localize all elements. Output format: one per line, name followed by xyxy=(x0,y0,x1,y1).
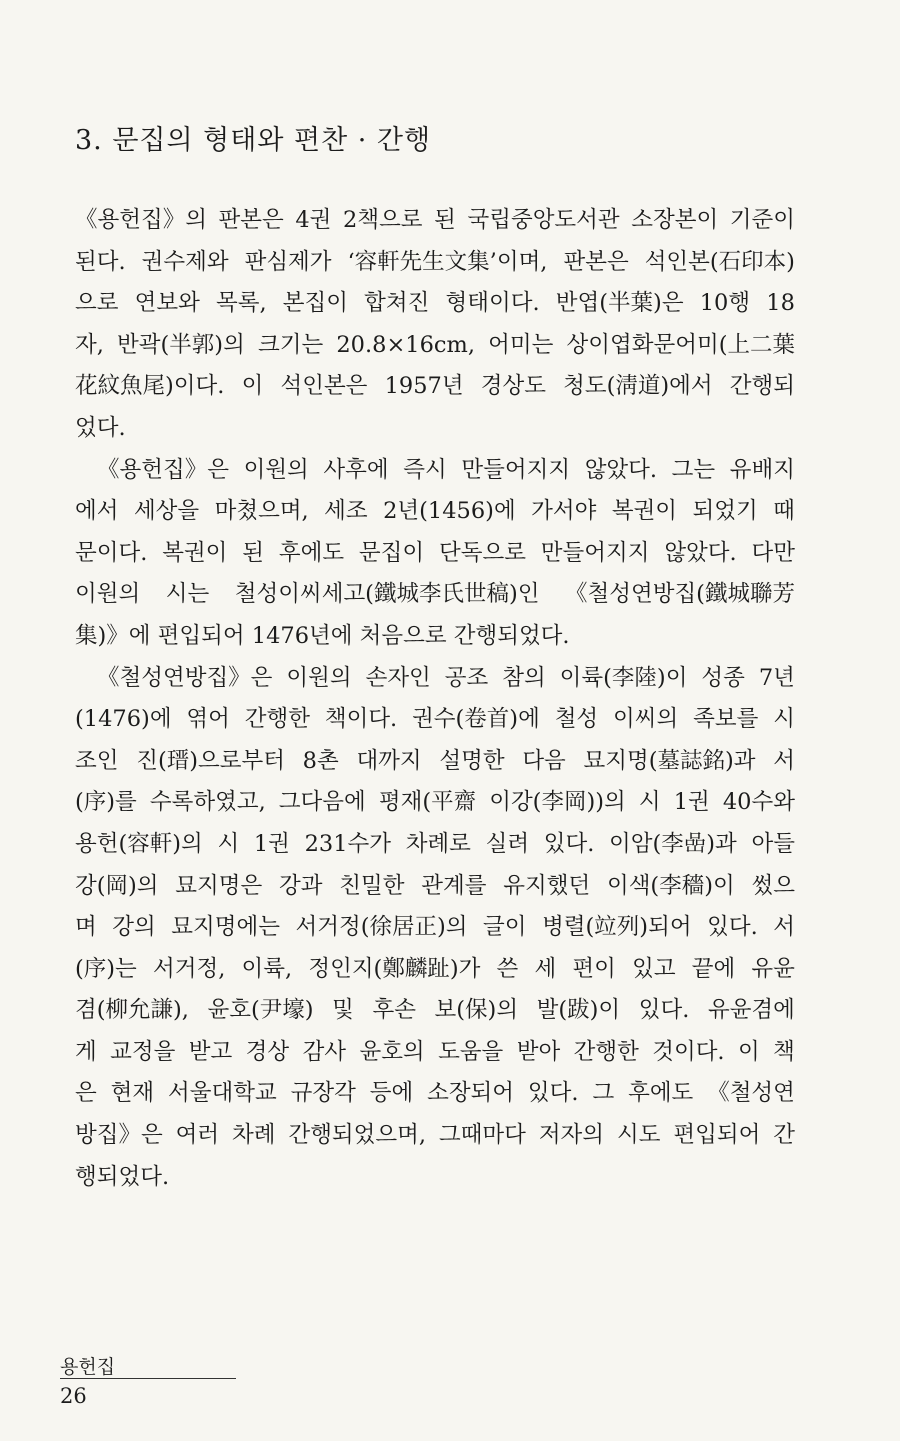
text-word: 참의 xyxy=(502,664,546,691)
text-word: 서 xyxy=(773,747,795,774)
text-word: 강(岡)의 xyxy=(75,872,159,899)
text-word: 판본은 xyxy=(563,248,629,275)
text-word: 花紋魚尾)이다. xyxy=(75,373,225,400)
text-word: 즉시 xyxy=(403,456,447,483)
text-word: 않았다. xyxy=(664,539,737,566)
text-word: (序)를 xyxy=(75,789,137,816)
text-word: 반곽(半郭)의 xyxy=(117,331,245,358)
text-word: ‘容軒先生文集’이며, xyxy=(347,248,548,275)
footer-rule xyxy=(60,1378,236,1379)
text-word: 묘지명은 xyxy=(175,872,263,899)
text-word: 은 xyxy=(75,1080,97,1107)
text-word: 후에도 xyxy=(628,1080,694,1107)
text-word: 있다. xyxy=(638,997,690,1024)
text-word: 《용헌집》의 xyxy=(75,207,207,233)
text-word: 본집이 xyxy=(282,290,349,317)
text-word: 있다. xyxy=(707,914,758,941)
text-word: 아들 xyxy=(751,830,795,857)
text-line xyxy=(75,366,795,408)
text-line xyxy=(75,242,795,284)
text-line xyxy=(75,533,795,575)
text-word: 수록하였고, xyxy=(149,789,266,816)
text-word: 간 xyxy=(773,1122,795,1149)
text-word: 7년 xyxy=(758,664,795,691)
text-word: 2책으로 xyxy=(343,207,423,233)
text-word: 진(瑨)으로부터 xyxy=(136,747,285,774)
text-word: 편입되어 xyxy=(673,1122,761,1149)
text-word: 않았다. xyxy=(584,456,658,483)
text-word: 철성이씨세고(鐵城李氏世稿)인 xyxy=(234,581,540,608)
text-line xyxy=(75,949,795,991)
text-word: 20.8×16cm, xyxy=(336,331,476,358)
text-word: 이 xyxy=(737,1038,760,1065)
text-word: 여러 xyxy=(175,1122,220,1149)
text-word: 국립중앙도서관 xyxy=(467,207,620,233)
text-line xyxy=(75,283,795,325)
text-word: 교정을 xyxy=(110,1038,176,1065)
text-word: 시 xyxy=(217,830,240,857)
text-word: 상이엽화문어미(上二葉 xyxy=(566,331,795,358)
text-word: 소장본이 xyxy=(631,207,719,233)
section-heading: 3. 문집의 형태와 편찬 · 간행 xyxy=(75,125,432,156)
text-word: 2년(1456)에 xyxy=(383,498,516,525)
body-text xyxy=(75,200,795,1198)
text-word: 기준이 xyxy=(729,207,795,233)
text-word: 이륙, xyxy=(241,955,293,982)
text-word: 자, xyxy=(75,331,104,358)
text-line xyxy=(75,699,795,741)
text-word: 석인본은 xyxy=(280,373,368,400)
text-word: 유윤겸에 xyxy=(707,997,795,1024)
text-line xyxy=(75,1032,795,1074)
text-word: 윤호의 xyxy=(359,1038,425,1065)
text-word: 231수가 xyxy=(304,830,392,857)
text-word: 《철성연 xyxy=(707,1080,795,1107)
text-word: 현재 xyxy=(110,1080,155,1107)
text-word: 이원의 xyxy=(286,664,352,691)
text-word: 있고 xyxy=(632,955,676,982)
text-word: 된 xyxy=(242,539,265,566)
text-word: 도움을 xyxy=(438,1038,504,1065)
text-word: 《철성연방집(鐵城聯芳 xyxy=(565,581,795,608)
text-word: 크기는 xyxy=(257,331,324,358)
text-word: 때 xyxy=(773,498,795,525)
text-word: 간행되 xyxy=(729,373,795,400)
text-word: 10행 xyxy=(699,290,751,317)
text-word: 세조 xyxy=(324,498,368,525)
text-word: 대까지 xyxy=(356,747,422,774)
text-word: 석인본(石印本) xyxy=(644,248,795,275)
text-line xyxy=(75,866,795,908)
text-word: 조인 xyxy=(75,747,119,774)
text-word: 묘지명(墓誌銘)과 xyxy=(583,747,756,774)
running-footer-title: 용헌집 xyxy=(60,1356,116,1378)
text-word: 저자의 xyxy=(538,1122,605,1149)
text-word: 목록, xyxy=(216,290,267,317)
text-word: 겸(柳允謙), xyxy=(75,997,189,1024)
text-line xyxy=(75,741,795,783)
text-word: 시 xyxy=(638,789,661,816)
text-word: 이륙(李陸)이 xyxy=(559,664,688,691)
text-word: 18 xyxy=(766,290,795,317)
text-word: 책이다. xyxy=(324,706,398,733)
text-word: 등에 xyxy=(369,1080,414,1107)
text-word: 소장되어 xyxy=(427,1080,515,1107)
text-word: 그 xyxy=(592,1080,615,1107)
text-word: 간행한 xyxy=(573,1038,639,1065)
text-word: 시 xyxy=(773,706,795,733)
text-word: 간행한 xyxy=(244,706,310,733)
text-line: 集)》에 편입되어 1476년에 처음으로 간행되었다. xyxy=(75,622,570,649)
text-word: 반엽(半葉)은 xyxy=(555,290,684,317)
text-word: 된 xyxy=(434,207,456,233)
text-word: 경상도 xyxy=(480,373,546,400)
text-word: 이 xyxy=(241,373,264,400)
text-word: 되었기 xyxy=(692,498,758,525)
text-word: 1권 xyxy=(673,789,710,816)
text-word: 차례 xyxy=(232,1122,276,1149)
text-word: 정인지(鄭麟趾)가 xyxy=(308,955,481,982)
text-word: 만들어지지 xyxy=(540,539,650,566)
text-word: 경상 xyxy=(245,1038,290,1065)
text-word: (1476)에 xyxy=(75,706,172,733)
text-line xyxy=(75,491,795,533)
text-word: 손자인 xyxy=(365,664,431,691)
text-word: 유지했던 xyxy=(503,872,591,899)
text-word: 청도(淸道)에서 xyxy=(563,373,713,400)
text-word: 가서야 xyxy=(531,498,597,525)
text-word: 규장각 xyxy=(290,1080,356,1107)
text-word: 받아 xyxy=(516,1038,561,1065)
text-word: 에서 xyxy=(75,498,119,525)
text-word: 강의 xyxy=(112,914,156,941)
text-word: 사후에 xyxy=(323,456,389,483)
text-word: 발(跋)이 xyxy=(536,997,621,1024)
text-line xyxy=(75,782,795,824)
text-word: 다음 xyxy=(522,747,566,774)
text-word: 문이다. xyxy=(75,539,148,566)
text-word: 있다. xyxy=(543,830,595,857)
text-word: 4권 xyxy=(295,207,332,233)
text-word: 유윤 xyxy=(751,955,795,982)
text-word: 공조 xyxy=(444,664,489,691)
text-word: 시는 xyxy=(165,581,210,608)
text-word: 다만 xyxy=(751,539,795,566)
text-word: 1957년 xyxy=(384,373,464,400)
text-word: 서거정(徐居正)의 xyxy=(295,914,468,941)
text-word: 형태이다. xyxy=(445,290,540,317)
text-word: 강과 xyxy=(279,872,323,899)
text-line: 었다. xyxy=(75,414,126,441)
text-word: 설명한 xyxy=(439,747,505,774)
text-word: (序)는 xyxy=(75,955,137,982)
text-word: 묘지명에는 xyxy=(171,914,280,941)
text-word: 권수(卷首)에 xyxy=(412,706,540,733)
text-word: 으로 xyxy=(75,290,119,317)
text-word: 유배지 xyxy=(729,456,795,483)
text-word: 어미는 xyxy=(488,331,554,358)
text-word: 이강(李岡))의 xyxy=(489,789,626,816)
text-word: 관계를 xyxy=(421,872,487,899)
text-word: 용헌(容軒)의 xyxy=(75,830,203,857)
text-word: 시도 xyxy=(616,1122,661,1149)
text-line xyxy=(75,907,795,949)
text-word: 간행되었으며, xyxy=(288,1122,427,1149)
text-word: 된다. xyxy=(75,248,126,275)
text-word: 그때마다 xyxy=(438,1122,526,1149)
text-word: 서 xyxy=(773,914,795,941)
text-word: 후에도 xyxy=(278,539,345,566)
text-line xyxy=(75,450,795,492)
text-word: 받고 xyxy=(188,1038,233,1065)
text-word: 글이 xyxy=(483,914,527,941)
text-word: 썼으 xyxy=(751,872,795,899)
text-word: 차례로 xyxy=(405,830,471,857)
text-word: 성종 xyxy=(701,664,745,691)
text-word: 이암(李嵒)과 xyxy=(609,830,737,857)
text-line xyxy=(75,990,795,1032)
text-word: 철성 xyxy=(554,706,599,733)
text-word: 엮어 xyxy=(186,706,230,733)
text-word: 세상을 xyxy=(133,498,200,525)
text-word: 연보와 xyxy=(134,290,200,317)
page-number: 26 xyxy=(60,1384,87,1408)
text-line xyxy=(75,1115,795,1157)
text-word: 이원의 xyxy=(243,456,309,483)
text-line xyxy=(75,574,795,616)
text-word: 권수제와 xyxy=(141,248,229,275)
text-word: 며 xyxy=(75,914,97,941)
text-word: 《용헌집》은 xyxy=(97,456,229,483)
text-word: 8촌 xyxy=(302,747,339,774)
text-word: 그는 xyxy=(671,456,716,483)
text-word: 보(保)의 xyxy=(434,997,519,1024)
text-word: 및 xyxy=(332,997,354,1024)
text-word: 그다음에 xyxy=(278,789,366,816)
text-word: 실려 xyxy=(485,830,530,857)
text-line xyxy=(75,1073,795,1115)
text-word: 윤호(尹壕) xyxy=(207,997,314,1024)
text-line xyxy=(75,658,795,700)
text-line xyxy=(75,824,795,866)
text-word: 세 xyxy=(534,955,557,982)
text-word: 합쳐진 xyxy=(364,290,430,317)
text-word: 이씨의 xyxy=(613,706,679,733)
text-word: 문집이 xyxy=(358,539,425,566)
text-word: 서울대학교 xyxy=(168,1080,277,1107)
text-word: 마쳤으며, xyxy=(214,498,309,525)
text-word: 복권이 xyxy=(162,539,228,566)
text-line xyxy=(75,325,795,367)
text-word: 복권이 xyxy=(611,498,678,525)
text-word: 단독으로 xyxy=(438,539,526,566)
text-word: 1권 xyxy=(253,830,290,857)
text-word: 방집》은 xyxy=(75,1122,163,1149)
text-word: 판본은 xyxy=(218,207,284,233)
text-word: 판심제가 xyxy=(244,248,332,275)
text-word: 족보를 xyxy=(693,706,759,733)
text-word: 이색(李穡)이 xyxy=(606,872,735,899)
text-word: 쓴 xyxy=(496,955,519,982)
text-word: 《철성연방집》은 xyxy=(97,664,273,691)
text-word: 친밀한 xyxy=(339,872,405,899)
text-word: 후손 xyxy=(372,997,416,1024)
text-line xyxy=(75,200,795,242)
text-word: 것이다. xyxy=(652,1038,725,1065)
text-line: 행되었다. xyxy=(75,1163,170,1190)
text-word: 40수와 xyxy=(722,789,795,816)
text-word: 이원의 xyxy=(75,581,141,608)
text-word: 만들어지지 xyxy=(461,456,571,483)
text-word: 책 xyxy=(773,1038,795,1065)
text-word: 병렬(竝列)되어 xyxy=(542,914,692,941)
text-word: 평재(平齋 xyxy=(378,789,477,816)
text-word: 끝에 xyxy=(691,955,736,982)
text-word: 편이 xyxy=(572,955,616,982)
text-word: 있다. xyxy=(527,1080,579,1107)
text-word: 감사 xyxy=(302,1038,347,1065)
text-word: 서거정, xyxy=(152,955,226,982)
text-word: 게 xyxy=(75,1038,97,1065)
